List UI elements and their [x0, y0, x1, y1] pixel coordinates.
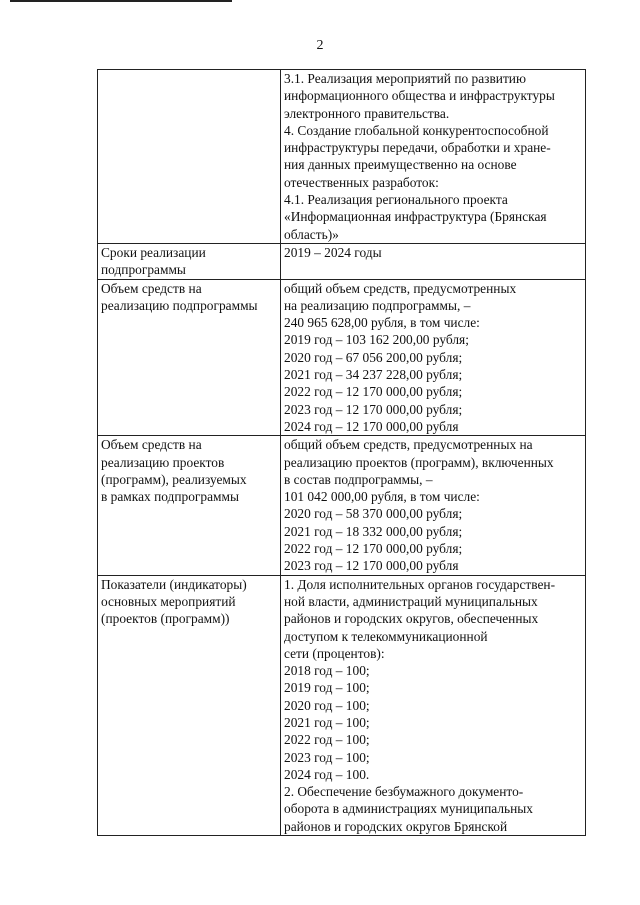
- row-content-line: 2022 год – 12 170 000,00 рубля;: [284, 384, 463, 400]
- row-content-line: 2021 год – 100;: [284, 714, 370, 730]
- row-label-line: Показатели (индикаторы): [101, 576, 247, 592]
- row-label-line: в рамках подпрограммы: [101, 489, 239, 505]
- row-content-line: «Информационная инфраструктура (Брянская: [284, 209, 547, 225]
- scan-edge-mark: [10, 0, 232, 2]
- row-content-line: 2019 – 2024 годы: [284, 244, 382, 260]
- row-content-line: 240 965 628,00 рубля, в том числе:: [284, 315, 480, 331]
- row-label-line: Сроки реализации: [101, 244, 206, 260]
- table-row: [98, 575, 586, 835]
- row-label-line: реализацию проектов: [101, 454, 225, 470]
- row-content-line: 2019 год – 103 162 200,00 рубля;: [284, 332, 469, 348]
- row-content-line: 2024 год – 12 170 000,00 рубля: [284, 418, 459, 434]
- row-content-line: 2018 год – 100;: [284, 663, 370, 679]
- table-row: [98, 70, 586, 244]
- row-content-line: районов и городских округов, обеспеченных: [284, 611, 539, 627]
- row-content-line: на реализацию подпрограммы, –: [284, 297, 471, 313]
- row-content-line: общий объем средств, предусмотренных на: [284, 437, 533, 453]
- passport-table-body: [98, 70, 586, 836]
- row-content-line: 2020 год – 67 056 200,00 рубля;: [284, 349, 463, 365]
- row-content-line: 4. Создание глобальной конкурентоспособной: [284, 122, 549, 138]
- table-row: [98, 279, 586, 436]
- page-number: 2: [316, 38, 324, 53]
- row-label-cell: [98, 575, 281, 835]
- row-content-line: ной власти, администраций муниципальных: [284, 593, 538, 609]
- row-content-line: 3.1. Реализация мероприятий по развитию: [284, 71, 526, 86]
- row-content-cell: [281, 575, 586, 835]
- row-label-cell: [98, 243, 281, 279]
- row-content-line: область)»: [284, 226, 339, 242]
- row-content-line: 2021 год – 18 332 000,00 рубля;: [284, 523, 463, 539]
- row-content-line: отечественных разработок:: [284, 174, 439, 190]
- row-content-line: электронного правительства.: [284, 105, 450, 121]
- row-content-line: 2020 год – 100;: [284, 697, 370, 713]
- row-content-line: ния данных преимущественно на основе: [284, 157, 517, 173]
- row-content-line: 2022 год – 12 170 000,00 рубля;: [284, 541, 463, 557]
- table-row: [98, 436, 586, 575]
- row-content-line: оборота в администрациях муниципальных: [284, 801, 533, 817]
- row-content-line: 4.1. Реализация регионального проекта: [284, 192, 508, 208]
- row-label-line: (проектов (программ)): [101, 611, 230, 627]
- row-label-cell: [98, 436, 281, 575]
- row-content-cell: [281, 243, 586, 279]
- row-content-line: в состав подпрограммы, –: [284, 471, 433, 487]
- row-content-line: 101 042 000,00 рубля, в том числе:: [284, 489, 480, 505]
- row-content-line: информационного общества и инфраструктуры: [284, 88, 555, 104]
- row-content-line: сети (процентов):: [284, 645, 385, 661]
- row-content-cell: [281, 436, 586, 575]
- row-content-line: общий объем средств, предусмотренных: [284, 280, 517, 296]
- row-content-line: 1. Доля исполнительных органов государствен-: [284, 576, 556, 592]
- table-row: [98, 243, 586, 279]
- row-content-line: доступом к телекоммуникационной: [284, 628, 488, 644]
- row-content-line: инфраструктуры передачи, обработки и хране-: [284, 140, 551, 156]
- row-label-line: Объем средств на: [101, 437, 202, 453]
- row-content-line: 2. Обеспечение безбумажного документо-: [284, 784, 524, 800]
- passport-table: [97, 69, 586, 836]
- row-label-line: подпрограммы: [101, 262, 186, 278]
- row-content-cell: [281, 70, 586, 244]
- row-label-line: основных мероприятий: [101, 593, 236, 609]
- row-label-line: Объем средств на: [101, 280, 202, 296]
- row-content-line: 2020 год – 58 370 000,00 рубля;: [284, 506, 463, 522]
- row-content-line: 2022 год – 100;: [284, 732, 370, 748]
- row-label-line: реализацию подпрограммы: [101, 297, 258, 313]
- row-content-line: 2024 год – 100.: [284, 766, 370, 782]
- row-content-line: реализацию проектов (программ), включенных: [284, 454, 554, 470]
- row-content-line: 2023 год – 12 170 000,00 рубля: [284, 558, 459, 574]
- row-content-line: 2021 год – 34 237 228,00 рубля;: [284, 367, 463, 383]
- row-label-line: (программ), реализуемых: [101, 471, 247, 487]
- row-content-line: 2023 год – 12 170 000,00 рубля;: [284, 401, 463, 417]
- row-content-line: 2023 год – 100;: [284, 749, 370, 765]
- row-content-line: районов и городских округов Брянской: [284, 818, 508, 834]
- row-content-cell: [281, 279, 586, 436]
- row-label-cell: [98, 279, 281, 436]
- row-content-line: 2019 год – 100;: [284, 680, 370, 696]
- row-label-cell: [98, 70, 281, 244]
